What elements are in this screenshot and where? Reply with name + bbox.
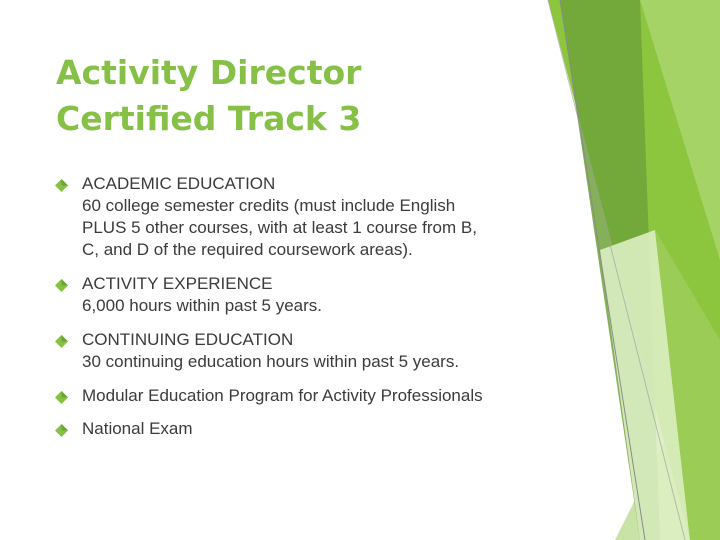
- green-diamond-arrow-icon: [55, 391, 68, 404]
- bullet-national-exam: [55, 418, 555, 440]
- bullet-list: [55, 173, 555, 440]
- bullet-continuing-education: [55, 329, 555, 373]
- green-diamond-arrow-icon: [55, 424, 68, 437]
- bullet-heading: National Exam: [82, 419, 193, 438]
- bullet-line: 6,000 hours within past 5 years.: [82, 296, 323, 315]
- bullet-heading: CONTINUING EDUCATION: [82, 330, 294, 349]
- title-line-1: Activity Director: [56, 53, 362, 92]
- bullet-line: 30 continuing education hours within past 5 years.: [82, 352, 460, 371]
- green-diamond-arrow-icon: [55, 335, 68, 348]
- bullet-heading: ACTIVITY EXPERIENCE: [82, 274, 273, 293]
- bullet-modular-education: [55, 385, 555, 407]
- bullet-line: C, and D of the required coursework areas).: [82, 240, 413, 259]
- bullet-line: 60 college semester credits (must include English: [82, 196, 456, 215]
- green-diamond-arrow-icon: [55, 179, 68, 192]
- bullet-activity-experience: [55, 273, 555, 317]
- bullet-heading: Modular Education Program for Activity Professionals: [82, 386, 483, 405]
- bullet-heading: ACADEMIC EDUCATION: [82, 174, 276, 193]
- green-diamond-arrow-icon: [55, 279, 68, 292]
- page-title: [56, 50, 536, 142]
- bullet-line: PLUS 5 other courses, with at least 1 course from B,: [82, 218, 477, 237]
- title-line-2: Certified Track 3: [56, 99, 362, 138]
- bullet-academic-education: [55, 173, 555, 261]
